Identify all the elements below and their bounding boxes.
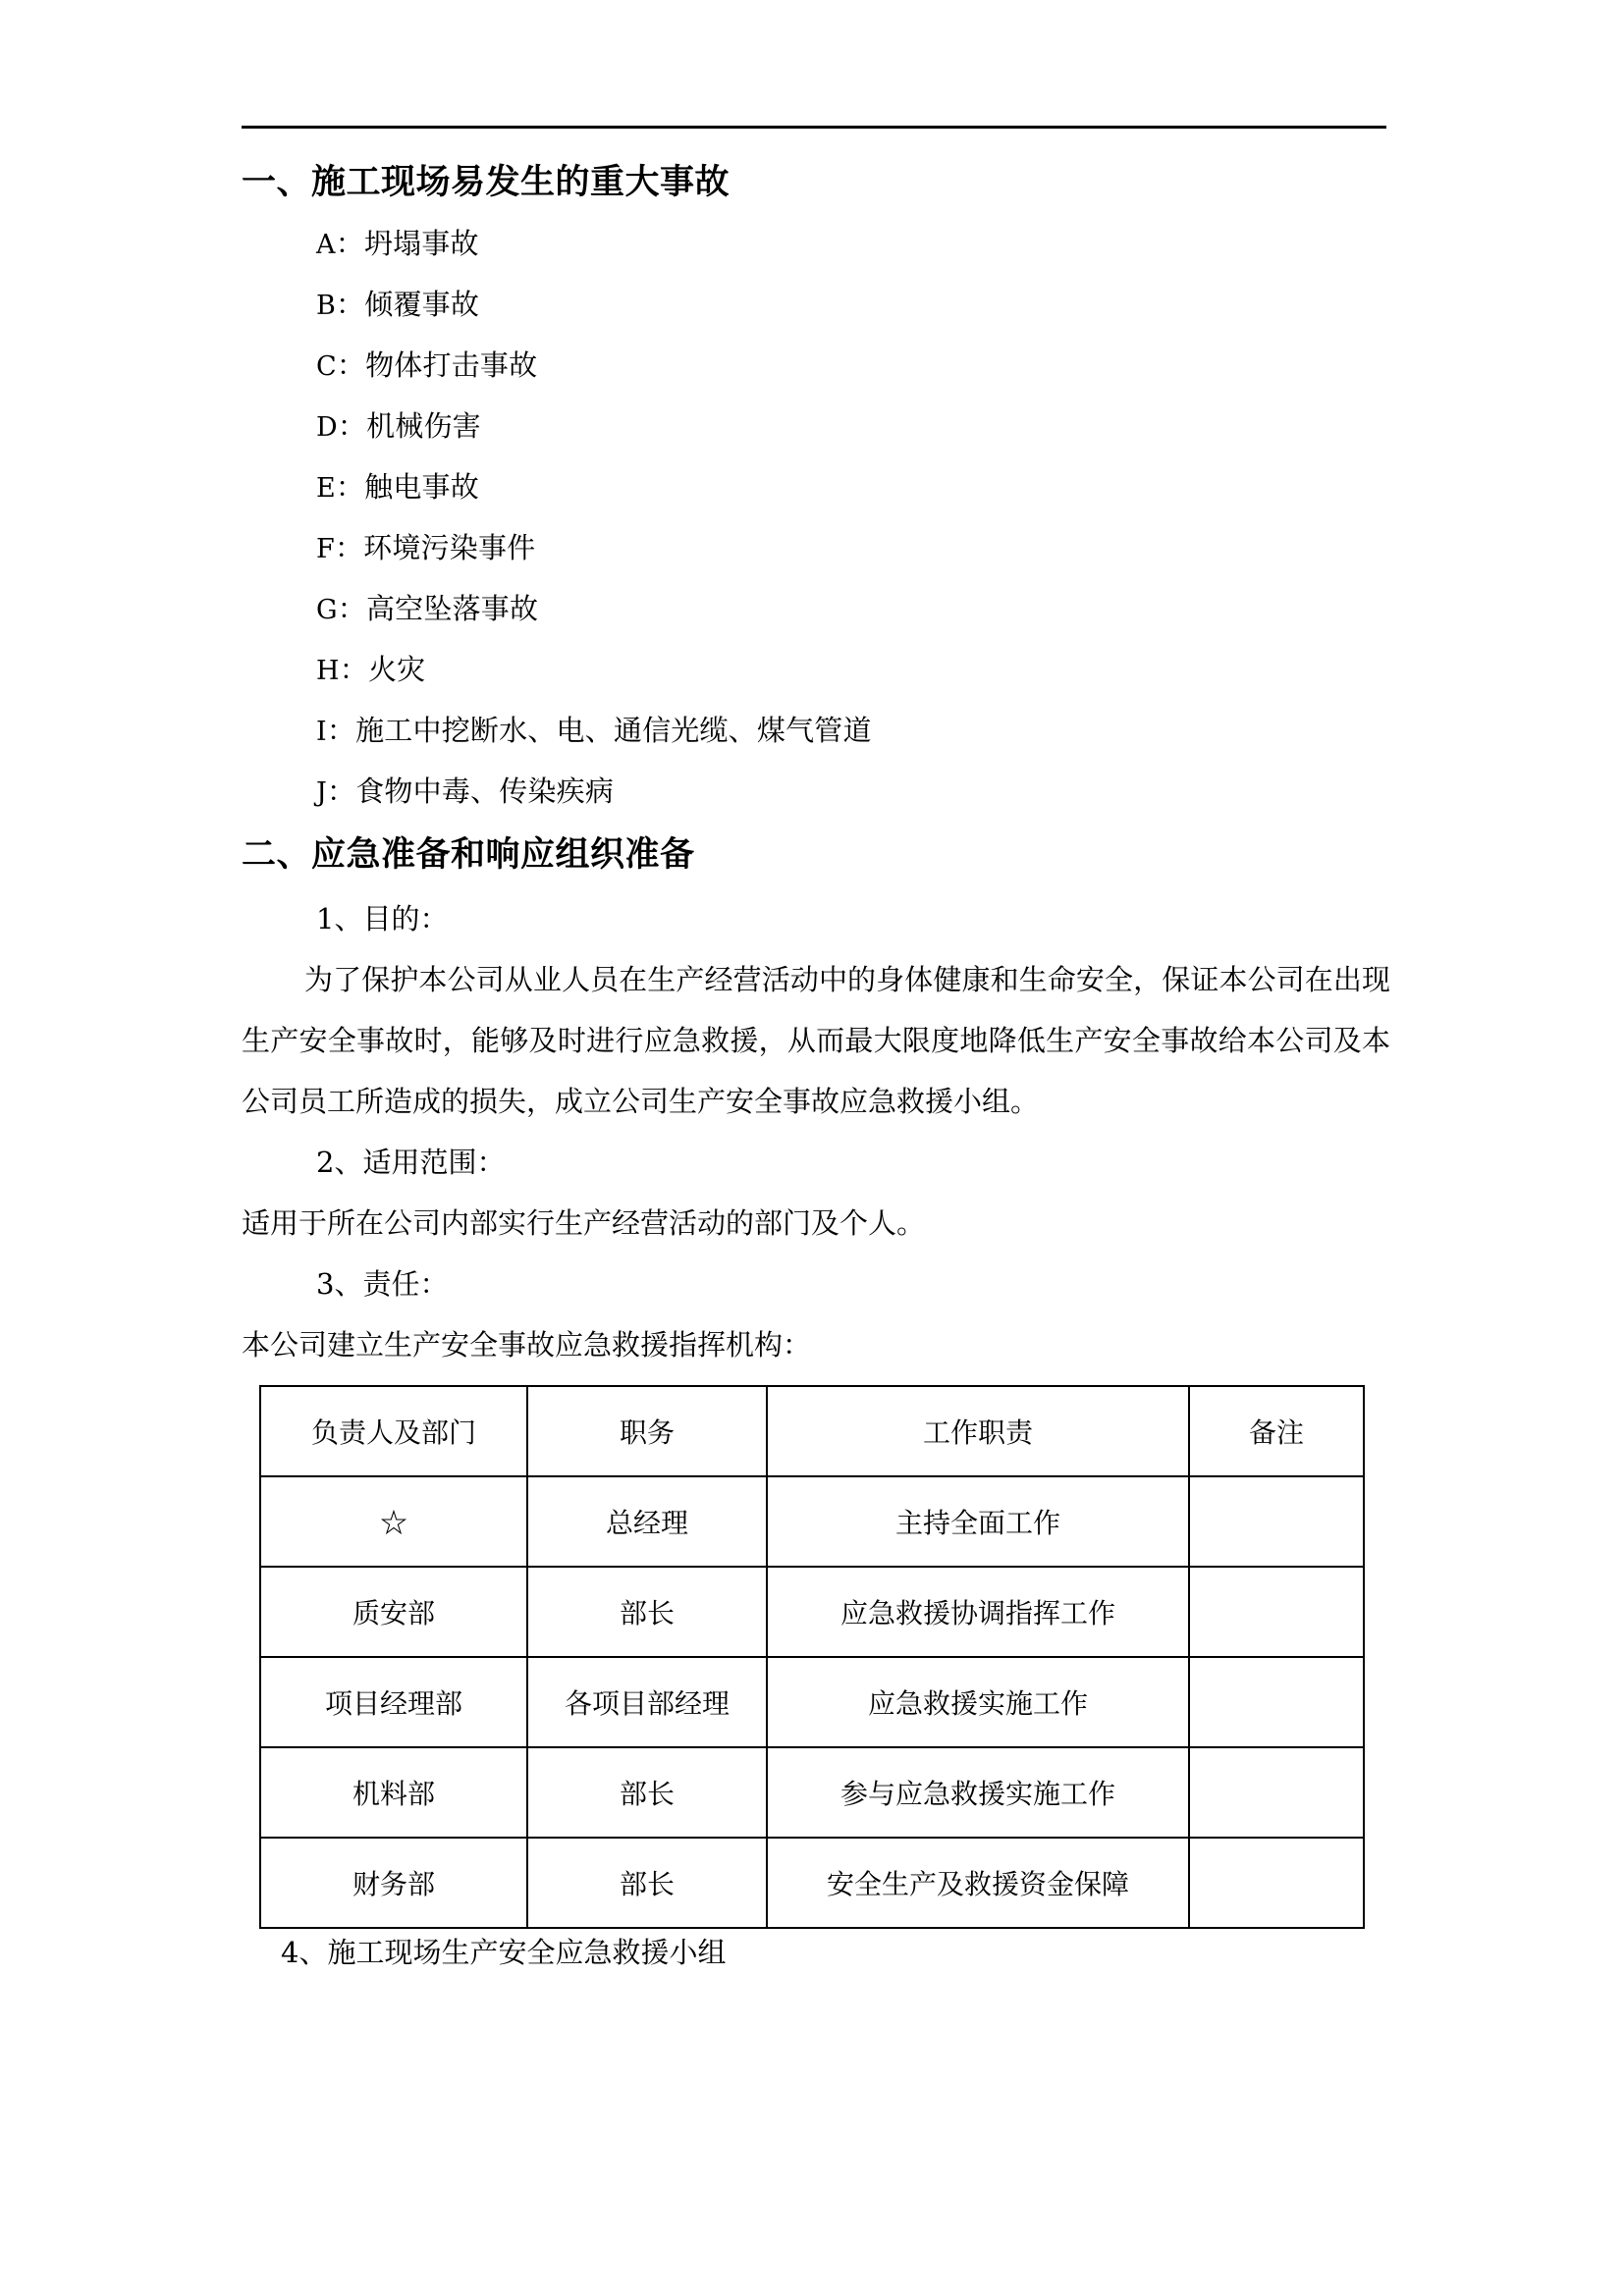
list-item-text: 环境污染事件 (363, 531, 536, 564)
subsection-2-body: 适用于所在公司内部实行生产经营活动的部门及个人。 (242, 1206, 926, 1240)
list-item-label: F (316, 534, 335, 564)
list-item-separator: ： (336, 288, 365, 321)
table-cell-duty: 应急救援协调指挥工作 (767, 1567, 1189, 1657)
list-item (242, 214, 1390, 275)
table-cell-remark (1189, 1567, 1364, 1657)
list-item-label: A (316, 230, 336, 260)
subsection-4-title: 4、施工现场生产安全应急救援小组 (281, 1936, 727, 1969)
subsection-1-body: 为了保护本公司从业人员在生产经营活动中的身体健康和生命安全，保证本公司在出现生产安全事故时，能够及时进行应急救援，从而最大限度地降低生产安全事故给本公司及本公司员工所造成的损失，成立公司生产安全事故应急救援小组。 (242, 963, 1390, 1118)
list-item-text: 施工中挖断水、电、通信光缆、煤气管道 (355, 714, 872, 747)
table-cell-duty: 安全生产及救援资金保障 (767, 1838, 1189, 1928)
table-cell-remark (1189, 1747, 1364, 1838)
list-item-separator: ： (326, 714, 356, 747)
list-item (242, 457, 1390, 518)
table-cell-department: 机料部 (260, 1747, 527, 1838)
list-item (242, 579, 1390, 640)
list-item-text: 倾覆事故 (364, 288, 480, 321)
list-item-separator: ： (337, 409, 367, 443)
list-item-text: 物体打击事故 (365, 348, 538, 382)
list-item (242, 275, 1390, 336)
list-item-label: I (316, 717, 327, 747)
table-cell-duty: 应急救援实施工作 (767, 1657, 1189, 1747)
list-item (242, 336, 1390, 397)
section-two-heading: 二、应急准备和响应组织准备 (242, 835, 695, 875)
table-row (260, 1476, 1364, 1567)
subsection-1-title: 1、目的： (316, 902, 449, 935)
table-cell-position: 部长 (527, 1838, 767, 1928)
table-header-cell: 负责人及部门 (260, 1386, 527, 1476)
list-item-separator: ： (337, 592, 366, 625)
list-item-text: 触电事故 (364, 470, 479, 504)
list-item (242, 397, 1390, 457)
list-item-label: G (316, 595, 338, 625)
table-cell-department: 财务部 (260, 1838, 527, 1928)
list-item-separator: ： (335, 227, 364, 260)
list-item-text: 火灾 (367, 653, 426, 686)
table-header-cell: 职务 (527, 1386, 767, 1476)
table-cell-position: 总经理 (527, 1476, 767, 1567)
table-header-cell: 工作职责 (767, 1386, 1189, 1476)
list-item-separator: ： (335, 470, 365, 504)
table-cell-position: 部长 (527, 1567, 767, 1657)
list-item-separator: ： (339, 653, 368, 686)
table-header-row (260, 1386, 1364, 1476)
list-item-label: E (316, 473, 336, 504)
table-cell-remark (1189, 1476, 1364, 1567)
table-cell-duty: 参与应急救援实施工作 (767, 1747, 1189, 1838)
table-cell-department: 质安部 (260, 1567, 527, 1657)
list-item (242, 701, 1390, 762)
table-cell-remark (1189, 1657, 1364, 1747)
table-cell-remark (1189, 1838, 1364, 1928)
list-item (242, 762, 1390, 823)
table-row (260, 1747, 1364, 1838)
list-item-label: D (316, 412, 338, 443)
table-cell-department: 项目经理部 (260, 1657, 527, 1747)
list-item-separator: ： (327, 774, 356, 808)
table-cell-department: ☆ (260, 1476, 527, 1567)
table-cell-duty: 主持全面工作 (767, 1476, 1189, 1567)
table-row (260, 1657, 1364, 1747)
list-item-text: 坍塌事故 (363, 227, 479, 260)
list-item-text: 高空坠落事故 (365, 592, 539, 625)
list-item-text: 食物中毒、传染疾病 (355, 774, 615, 808)
table-row (260, 1838, 1364, 1928)
table-header-cell: 备注 (1189, 1386, 1364, 1476)
list-item (242, 640, 1390, 701)
section-one-heading: 一、施工现场易发生的重大事故 (242, 163, 731, 202)
list-item-label: B (316, 291, 337, 321)
list-item-label: C (316, 351, 337, 382)
list-item-separator: ： (334, 531, 364, 564)
header-divider-rule (242, 126, 1386, 129)
page-content (242, 126, 1390, 1972)
list-item-separator: ： (336, 348, 366, 382)
list-item-text: 机械伤害 (366, 409, 481, 443)
emergency-command-table (259, 1385, 1365, 1929)
table-cell-position: 部长 (527, 1747, 767, 1838)
list-item-label: J (316, 777, 328, 808)
list-item (242, 518, 1390, 579)
subsection-3-title: 3、责任： (316, 1267, 449, 1301)
list-item-label: H (316, 656, 340, 686)
table-cell-position: 各项目部经理 (527, 1657, 767, 1747)
hazard-list (242, 214, 1390, 823)
table-row (260, 1567, 1364, 1657)
subsection-2-title: 2、适用范围： (316, 1146, 506, 1179)
subsection-3-body: 本公司建立生产安全事故应急救援指挥机构： (242, 1328, 812, 1362)
